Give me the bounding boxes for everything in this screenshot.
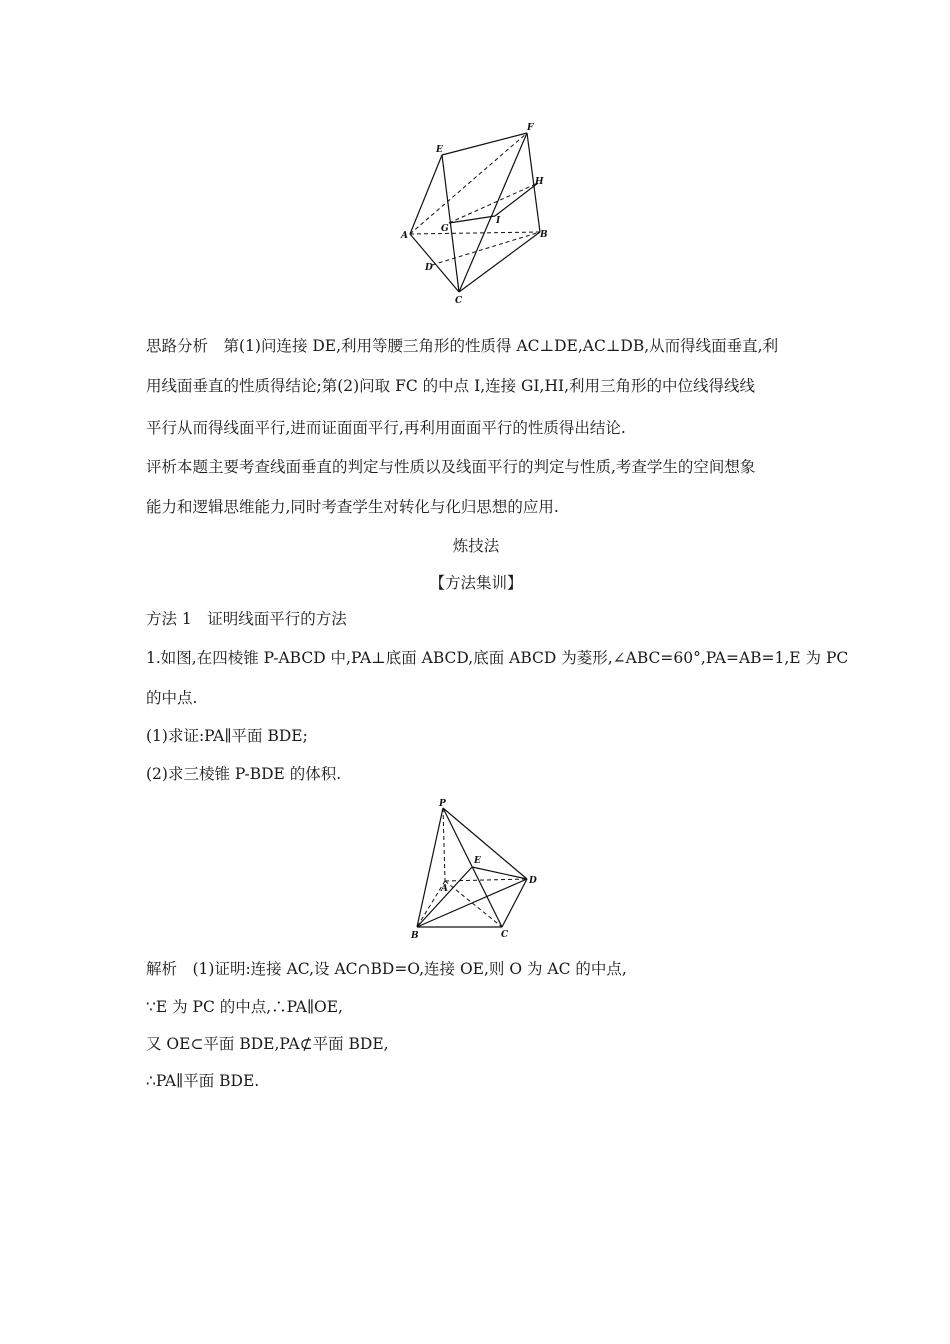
label-C: C	[455, 296, 463, 306]
method-title: 方法 1 证明线面平行的方法	[146, 610, 347, 628]
label-A: A	[401, 231, 408, 241]
solution-line-2: ∵E 为 PC 的中点,∴PA∥OE,	[146, 998, 343, 1016]
polyhedron-diagram	[396, 118, 556, 308]
problem-line-2: 的中点.	[146, 689, 198, 707]
label-E2: E	[474, 856, 481, 866]
label-D2: D	[529, 876, 537, 886]
figure-pyramid	[406, 794, 546, 942]
solution-line-4: ∴PA∥平面 BDE.	[146, 1072, 260, 1090]
label-H: H	[535, 177, 544, 187]
analysis-line-3: 平行从而得线面平行,进而证面面平行,再利用面面平行的性质得出结论.	[146, 419, 626, 437]
label-I: I	[496, 216, 501, 226]
question-2: (2)求三棱锥 P-BDE 的体积.	[146, 765, 342, 783]
analysis-line-2: 用线面垂直的性质得结论;第(2)问取 FC 的中点 I,连接 GI,HI,利用三角形的中位线得线线	[146, 377, 756, 395]
label-D: D	[425, 263, 433, 273]
evaluation-line-1: 评析本题主要考查线面垂直的判定与性质以及线面平行的判定与性质,考查学生的空间想象	[146, 458, 756, 476]
label-F: F	[527, 123, 534, 133]
problem-line-1: 1.如图,在四棱锥 P-ABCD 中,PA⊥底面 ABCD,底面 ABCD 为菱形,∠ABC=60°,PA=AB=1,E 为 PC	[146, 649, 849, 667]
pyramid-diagram	[406, 794, 546, 942]
label-G: G	[441, 224, 449, 234]
question-1: (1)求证:PA∥平面 BDE;	[146, 727, 308, 745]
label-P: P	[439, 799, 446, 809]
section-title: 炼技法	[452, 537, 500, 555]
solution-line-1: 解析 (1)证明:连接 AC,设 AC∩BD=O,连接 OE,则 O 为 AC 的中点,	[146, 960, 627, 978]
label-C2: C	[501, 930, 509, 940]
label-A2: A	[441, 884, 448, 894]
evaluation-line-2: 能力和逻辑思维能力,同时考查学生对转化与化归思想的应用.	[146, 498, 559, 516]
label-E: E	[436, 145, 443, 155]
figure-polyhedron	[396, 118, 556, 308]
analysis-line-1: 思路分析 第(1)问连接 DE,利用等腰三角形的性质得 AC⊥DE,AC⊥DB,从而得线面垂直,利	[146, 337, 779, 355]
label-B: B	[540, 230, 548, 240]
solution-line-3: 又 OE⊂平面 BDE,PA⊄平面 BDE,	[146, 1035, 389, 1053]
subsection-title: 【方法集训】	[429, 574, 523, 592]
label-B2: B	[411, 931, 419, 941]
